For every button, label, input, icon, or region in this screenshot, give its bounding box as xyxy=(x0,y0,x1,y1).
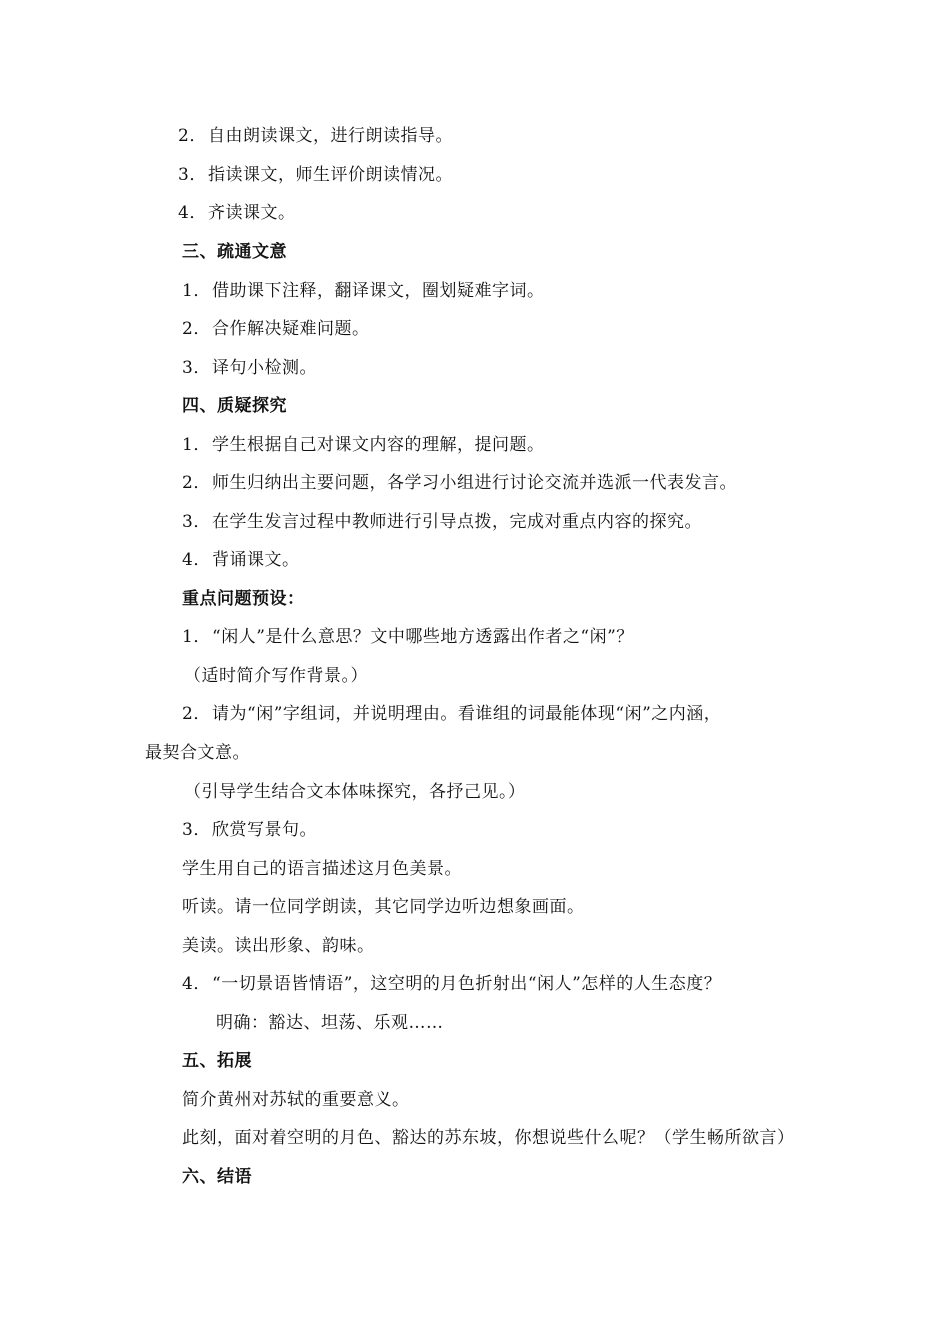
item-text: “闲人”是什么意思？文中哪些地方透露出作者之“闲”？ xyxy=(212,627,634,647)
item-text: 请为“闲”字组词，并说明理由。看谁组的词最能体现“闲”之内涵， xyxy=(212,704,722,724)
list-item xyxy=(178,201,296,225)
body-line: 美读。读出形象、韵味。 xyxy=(182,936,375,956)
item-text: 借助课下注释，翻译课文，圈划疑难字词。 xyxy=(212,281,545,301)
body-line: 此刻，面对着空明的月色、豁达的苏东坡，你想说些什么呢？（学生畅所欲言） xyxy=(182,1128,795,1148)
item-text: 指读课文，师生评价朗读情况。 xyxy=(208,165,453,185)
item-text: 合作解决疑难问题。 xyxy=(212,319,370,339)
subsection-heading: 重点问题预设： xyxy=(182,589,305,609)
section-heading: 四、质疑探究 xyxy=(182,396,287,416)
list-item xyxy=(182,625,634,649)
body-line: 学生用自己的语言描述这月色美景。 xyxy=(182,859,462,879)
item-text: 自由朗读课文，进行朗读指导。 xyxy=(208,126,453,146)
item-number: 4． xyxy=(178,203,207,223)
item-number: 2． xyxy=(182,473,211,493)
item-number: 1． xyxy=(182,281,211,301)
note-line: （引导学生结合文本体味探究，各抒己见。） xyxy=(184,782,526,802)
item-text: 背诵课文。 xyxy=(212,550,300,570)
answer-line: 明确：豁达、坦荡、乐观…… xyxy=(216,1013,444,1033)
continuation-line: 最契合文意。 xyxy=(145,743,250,763)
item-text: 学生根据自己对课文内容的理解，提问题。 xyxy=(212,435,545,455)
item-text: 师生归纳出主要问题，各学习小组进行讨论交流并选派一代表发言。 xyxy=(212,473,737,493)
section-heading: 六、结语 xyxy=(182,1167,252,1187)
list-item xyxy=(182,818,317,842)
item-number: 3． xyxy=(178,165,207,185)
list-item xyxy=(182,279,545,303)
item-number: 3． xyxy=(182,358,211,378)
list-item xyxy=(182,972,721,996)
item-number: 1． xyxy=(182,435,211,455)
section-heading: 三、疏通文意 xyxy=(182,242,287,262)
item-text: “一切景语皆情语”，这空明的月色折射出“闲人”怎样的人生态度？ xyxy=(212,974,722,994)
item-number: 3． xyxy=(182,820,211,840)
list-item xyxy=(182,356,317,380)
item-number: 4． xyxy=(182,550,211,570)
list-item xyxy=(178,124,453,148)
item-number: 2． xyxy=(182,319,211,339)
item-text: 齐读课文。 xyxy=(208,203,296,223)
list-item xyxy=(182,317,370,341)
item-number: 1． xyxy=(182,627,211,647)
item-text: 译句小检测。 xyxy=(212,358,317,378)
body-line: 简介黄州对苏轼的重要意义。 xyxy=(182,1090,410,1110)
item-number: 4． xyxy=(182,974,211,994)
list-item xyxy=(182,471,737,495)
body-line: 听读。请一位同学朗读，其它同学边听边想象画面。 xyxy=(182,897,585,917)
item-text: 欣赏写景句。 xyxy=(212,820,317,840)
list-item xyxy=(182,548,300,572)
list-item xyxy=(182,702,721,726)
item-number: 2． xyxy=(178,126,207,146)
item-number: 3． xyxy=(182,512,211,532)
note-line: （适时简介写作背景。） xyxy=(184,666,368,686)
list-item xyxy=(182,510,702,534)
list-item xyxy=(178,163,453,187)
item-text: 在学生发言过程中教师进行引导点拨，完成对重点内容的探究。 xyxy=(212,512,702,532)
list-item xyxy=(182,433,545,457)
item-number: 2． xyxy=(182,704,211,724)
section-heading: 五、拓展 xyxy=(182,1051,252,1071)
